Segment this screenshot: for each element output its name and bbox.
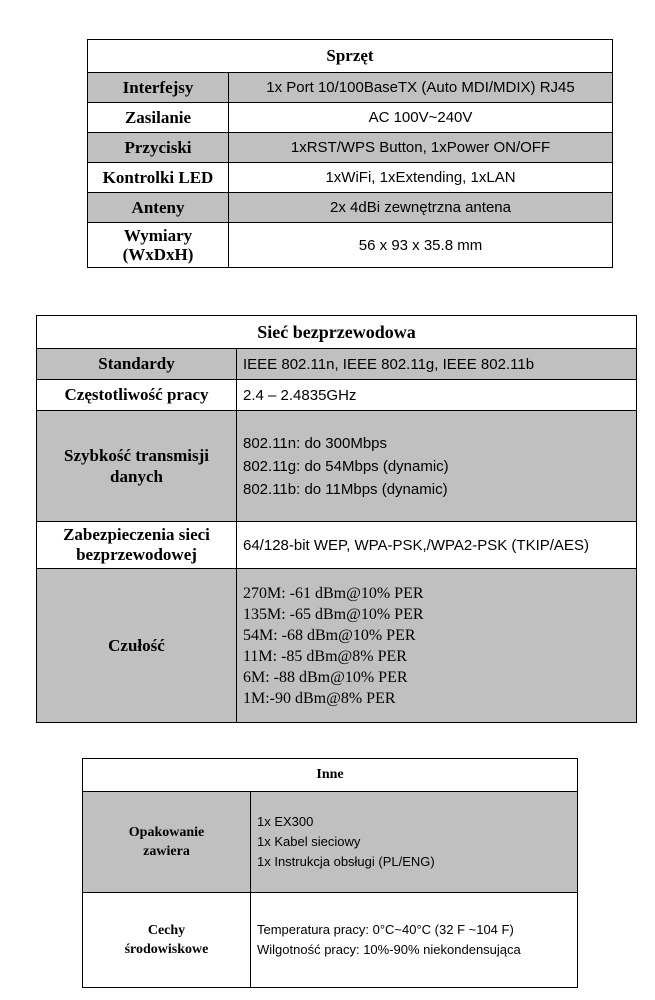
package-label-line1: Opakowanie bbox=[128, 825, 205, 840]
sensitivity-line: 270M: -61 dBm@10% PER bbox=[243, 584, 424, 602]
dimensions-value: 56 x 93 x 35.8 mm bbox=[229, 223, 613, 268]
speed-line: 802.11g: do 54Mbps (dynamic) bbox=[243, 457, 449, 475]
package-line: 1x Instrukcja obsługi (PL/ENG) bbox=[257, 854, 435, 869]
sensitivity-line: 11M: -85 dBm@8% PER bbox=[243, 647, 407, 665]
buttons-value: 1xRST/WPS Button, 1xPower ON/OFF bbox=[229, 133, 613, 163]
dimensions-label bbox=[88, 223, 229, 268]
table-row bbox=[88, 163, 613, 193]
sensitivity-line: 135M: -65 dBm@10% PER bbox=[243, 605, 424, 623]
environment-line: Temperatura pracy: 0°C~40°C (32 F ~104 F) bbox=[257, 922, 514, 937]
security-value: 64/128-bit WEP, WPA-PSK,/WPA2-PSK (TKIP/AES) bbox=[237, 522, 637, 569]
table-row bbox=[83, 893, 578, 988]
package-label-line2: zawiera bbox=[143, 844, 190, 859]
environment-value bbox=[251, 893, 578, 988]
security-label-line1: Zabezpieczenia sieci bbox=[63, 525, 210, 544]
other-table bbox=[82, 758, 578, 988]
standards-label: Standardy bbox=[37, 349, 237, 380]
security-label bbox=[37, 522, 237, 569]
table-row bbox=[88, 73, 613, 103]
table-row bbox=[83, 792, 578, 893]
buttons-label: Przyciski bbox=[88, 133, 229, 163]
wireless-title: Sieć bezprzewodowa bbox=[37, 316, 637, 349]
frequency-label: Częstotliwość pracy bbox=[37, 380, 237, 411]
hardware-title: Sprzęt bbox=[88, 40, 613, 73]
antennas-value: 2x 4dBi zewnętrzna antena bbox=[229, 193, 613, 223]
table-row bbox=[37, 349, 637, 380]
environment-label-line2: środowiskowe bbox=[124, 942, 209, 957]
interfaces-label: Interfejsy bbox=[88, 73, 229, 103]
led-value: 1xWiFi, 1xExtending, 1xLAN bbox=[229, 163, 613, 193]
power-value: AC 100V~240V bbox=[229, 103, 613, 133]
power-label: Zasilanie bbox=[88, 103, 229, 133]
hardware-table bbox=[87, 39, 613, 268]
sensitivity-line: 1M:-90 dBm@8% PER bbox=[243, 689, 396, 707]
other-title: Inne bbox=[83, 759, 578, 792]
package-value bbox=[251, 792, 578, 893]
table-row bbox=[37, 411, 637, 522]
environment-label-line1: Cechy bbox=[147, 923, 186, 938]
speed-line: 802.11b: do 11Mbps (dynamic) bbox=[243, 480, 448, 498]
speed-label bbox=[37, 411, 237, 522]
speed-value bbox=[237, 411, 637, 522]
dimensions-label-line1: Wymiary bbox=[123, 226, 193, 245]
package-line: 1x Kabel sieciowy bbox=[257, 834, 361, 849]
wireless-table bbox=[36, 315, 637, 723]
speed-label-line2: danych bbox=[110, 467, 163, 486]
standards-value: IEEE 802.11n, IEEE 802.11g, IEEE 802.11b bbox=[237, 349, 637, 380]
table-row bbox=[88, 133, 613, 163]
table-row bbox=[88, 223, 613, 268]
dimensions-label-line2: (WxDxH) bbox=[122, 245, 194, 264]
led-label: Kontrolki LED bbox=[88, 163, 229, 193]
sensitivity-line: 6M: -88 dBm@10% PER bbox=[243, 668, 408, 686]
environment-label bbox=[83, 893, 251, 988]
environment-line: Wilgotność pracy: 10%-90% niekondensująca bbox=[257, 942, 521, 957]
table-row bbox=[37, 569, 637, 723]
table-row bbox=[37, 522, 637, 569]
table-row bbox=[37, 380, 637, 411]
sensitivity-value bbox=[237, 569, 637, 723]
package-label bbox=[83, 792, 251, 893]
table-row bbox=[88, 193, 613, 223]
antennas-label: Anteny bbox=[88, 193, 229, 223]
speed-line: 802.11n: do 300Mbps bbox=[243, 434, 388, 452]
speed-label-line1: Szybkość transmisji bbox=[64, 446, 209, 465]
sensitivity-label: Czułość bbox=[37, 569, 237, 723]
frequency-value: 2.4 – 2.4835GHz bbox=[237, 380, 637, 411]
sensitivity-line: 54M: -68 dBm@10% PER bbox=[243, 626, 416, 644]
package-line: 1x EX300 bbox=[257, 814, 314, 829]
interfaces-value: 1x Port 10/100BaseTX (Auto MDI/MDIX) RJ45 bbox=[229, 73, 613, 103]
security-label-line2: bezprzewodowej bbox=[76, 545, 197, 564]
table-row bbox=[88, 103, 613, 133]
